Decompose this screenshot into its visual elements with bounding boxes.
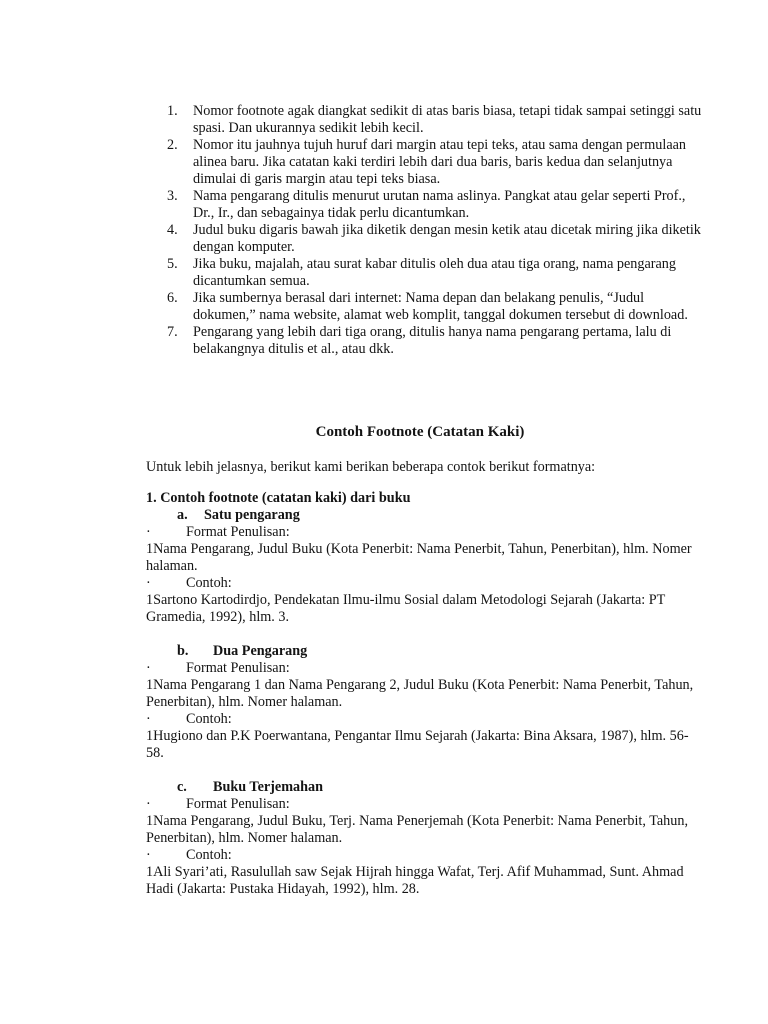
bullet-icon: · [146,796,151,812]
list-number: 5. [167,256,178,272]
list-number: 3. [167,188,178,204]
list-number: 7. [167,324,178,340]
format-text: 1Nama Pengarang 1 dan Nama Pengarang 2, Judul Buku (Kota Penerbit: Nama Penerbit, Tahun, Penerbitan), hlm. Nomer halaman. [146,677,694,710]
format-text: 1Nama Pengarang, Judul Buku (Kota Penerbit: Nama Penerbit, Tahun, Penerbitan), hlm. Nomer halaman. [146,541,692,574]
subsection-c-title [146,779,706,796]
list-number: 6. [167,290,178,306]
example-label: Contoh: [186,847,232,863]
list-text: Jika buku, majalah, atau surat kabar ditulis oleh dua atau tiga orang, nama pengarang dicantumkan semua. [193,256,676,289]
list-text: Pengarang yang lebih dari tiga orang, ditulis hanya nama pengarang pertama, lalu di belakangnya ditulis et al., atau dkk. [193,324,672,357]
subsection-letter: a. [177,507,188,523]
example-text: 1Sartono Kartodirdjo, Pendekatan Ilmu-ilmu Sosial dalam Metodologi Sejarah (Jakarta: PT Gramedia, 1992), hlm. 3. [146,592,666,625]
bullet-icon: · [146,575,151,591]
bullet-icon: · [146,847,151,863]
subsection-label: Satu pengarang [204,507,300,523]
intro-text: Untuk lebih jelasnya, berikut kami berikan beberapa contok berikut formatnya: [146,459,596,475]
format-label-line [146,796,706,813]
example-label: Contoh: [186,711,232,727]
list-item [145,290,705,324]
subsection-letter: c. [177,779,187,795]
list-text: Jika sumbernya berasal dari internet: Nama depan dan belakang penulis, “Judul dokumen,” nama website, alamat web komplit, tanggal dokumen tersebut di download. [193,290,688,323]
list-text: Nama pengarang ditulis menurut urutan nama aslinya. Pangkat atau gelar seperti Prof., Dr., Ir., dan sebagainya tidak perlu dicantumkan. [193,188,686,221]
subsection-label: Dua Pengarang [213,643,308,659]
example-text: 1Hugiono dan P.K Poerwantana, Pengantar Ilmu Sejarah (Jakarta: Bina Aksara, 1987), hlm. 56-58. [146,728,689,761]
bullet-icon: · [146,660,151,676]
book-examples-section [146,490,706,898]
subsection-b-title [146,643,706,660]
bullet-icon: · [146,711,151,727]
example-label: Contoh: [186,575,232,591]
list-item [145,324,705,358]
list-item [145,222,705,256]
format-label: Format Penulisan: [186,524,290,540]
footnote-rules-list [145,103,705,358]
example-label-line [146,575,706,592]
format-label-line [146,524,706,541]
list-item [145,188,705,222]
subsection-label: Buku Terjemahan [213,779,323,795]
list-number: 1. [167,103,178,119]
bullet-icon: · [146,524,151,540]
example-text: 1Ali Syari’ati, Rasulullah saw Sejak Hijrah hingga Wafat, Terj. Afif Muhammad, Sunt. Ahmad Hadi (Jakarta: Pustaka Hidayah, 1992), hlm. 28. [146,864,684,897]
intro-paragraph [146,459,706,476]
subsection-a-title [146,507,706,524]
format-label: Format Penulisan: [186,660,290,676]
section-1-title: 1. Contoh footnote (catatan kaki) dari buku [146,490,411,506]
list-item [145,137,705,188]
format-label-line [146,660,706,677]
example-label-line [146,847,706,864]
format-label: Format Penulisan: [186,796,290,812]
format-text: 1Nama Pengarang, Judul Buku, Terj. Nama Penerjemah (Kota Penerbit: Nama Penerbit, Tahun, Penerbitan), hlm. Nomer halaman. [146,813,688,846]
section-heading: Contoh Footnote (Catatan Kaki) [315,424,525,440]
list-item [145,256,705,290]
example-label-line [146,711,706,728]
list-item [145,103,705,137]
list-number: 2. [167,137,178,153]
list-text: Judul buku digaris bawah jika diketik dengan mesin ketik atau dicetak miring jika diketik dengan komputer. [193,222,701,255]
list-text: Nomor itu jauhnya tujuh huruf dari margin atau tepi teks, atau sama dengan permulaan alinea baru. Jika catatan kaki terdiri lebih dari dua baris, baris kedua dan selanjutnya dimulai di garis margin atau tepi teks biasa. [193,137,687,187]
list-number: 4. [167,222,178,238]
list-text: Nomor footnote agak diangkat sedikit di atas baris biasa, tetapi tidak sampai setinggi satu spasi. Dan ukurannya sedikit lebih kecil. [193,103,702,136]
subsection-letter: b. [177,643,189,659]
